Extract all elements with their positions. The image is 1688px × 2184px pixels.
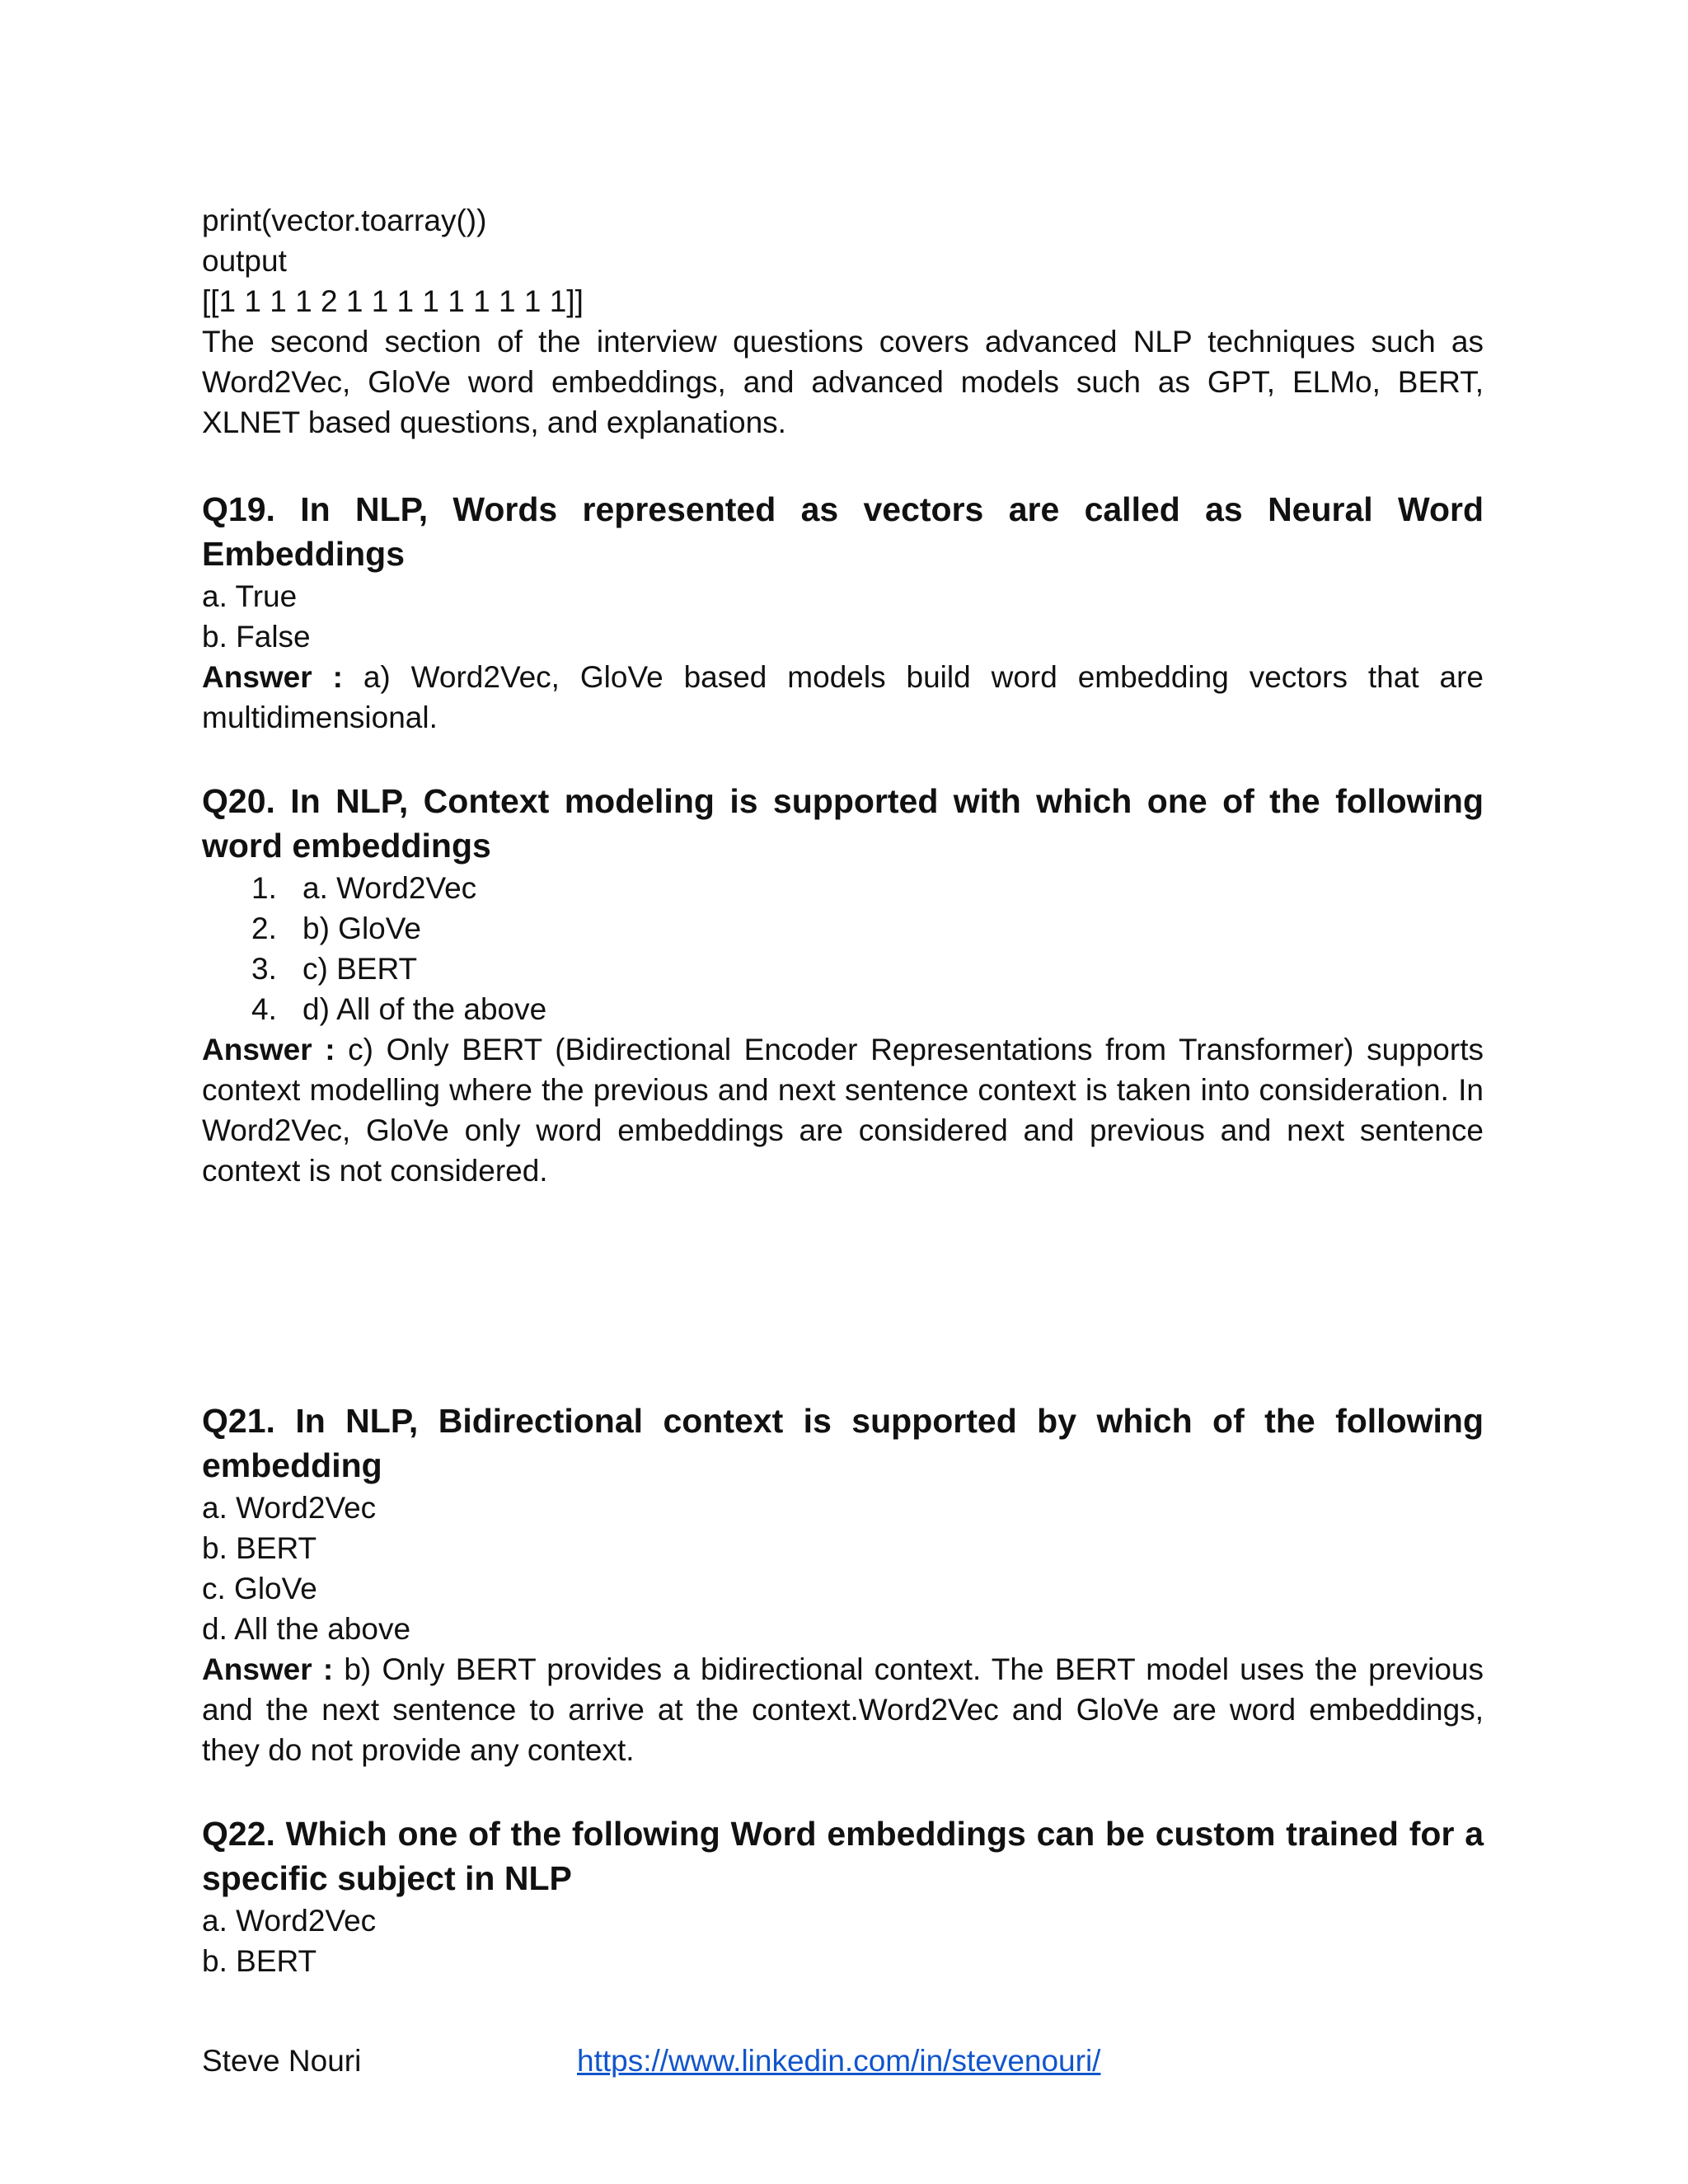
option-item bbox=[202, 949, 1484, 989]
option-text: d) All of the above bbox=[302, 992, 547, 1026]
option-item bbox=[202, 989, 1484, 1029]
numbered-options bbox=[202, 868, 1484, 1029]
question-block-q22 bbox=[202, 1811, 1484, 1981]
option-number: 2. bbox=[251, 912, 277, 945]
document-page bbox=[202, 200, 1484, 1981]
linkedin-link[interactable]: https://www.linkedin.com/in/stevenouri/ bbox=[577, 2044, 1101, 2078]
intro-paragraph: The second section of the interview questions covers advanced NLP techniques such as Word2Vec, GloVe word embeddings, and advanced models such as GPT, ELMo, BERT, XLNET based questions, and explanations. bbox=[202, 325, 1484, 439]
option-number: 4. bbox=[251, 992, 277, 1026]
option-item: a. Word2Vec bbox=[202, 1904, 377, 1938]
option-item: c. GloVe bbox=[202, 1572, 317, 1605]
question-title: Q22. Which one of the following Word embeddings can be custom trained for a specific subject in NLP bbox=[202, 1815, 1484, 1897]
question-title: Q20. In NLP, Context modeling is supported with which one of the following word embeddings bbox=[202, 782, 1484, 865]
question-block-q19 bbox=[202, 487, 1484, 738]
option-number: 3. bbox=[251, 952, 277, 986]
option-item: b. BERT bbox=[202, 1944, 317, 1978]
answer bbox=[202, 657, 1484, 738]
option-text: a. Word2Vec bbox=[302, 871, 477, 905]
answer-text: b) Only BERT provides a bidirectional context. The BERT model uses the previous and the next sentence to arrive at the context.Word2Vec and GloVe are word embeddings, they do not provide any context. bbox=[202, 1652, 1484, 1767]
output-label: output bbox=[202, 244, 287, 278]
answer-label: Answer : bbox=[202, 660, 343, 694]
option-text: b) GloVe bbox=[302, 912, 421, 945]
option-item: b. False bbox=[202, 620, 311, 654]
option-item bbox=[202, 908, 1484, 949]
option-number: 1. bbox=[251, 871, 277, 905]
answer-label: Answer : bbox=[202, 1652, 334, 1686]
answer-text: c) Only BERT (Bidirectional Encoder Representations from Transformer) supports context modelling where the previous and next sentence context is taken into consideration. In Word2Vec, GloVe only word embeddings are considered and previous and next sentence context is not considered. bbox=[202, 1033, 1484, 1188]
code-line: print(vector.toarray()) bbox=[202, 204, 487, 237]
answer bbox=[202, 1649, 1484, 1770]
question-title: Q21. In NLP, Bidirectional context is supported by which of the following embedding bbox=[202, 1402, 1484, 1484]
option-item: a. True bbox=[202, 579, 298, 613]
question-block-q21 bbox=[202, 1399, 1484, 1770]
answer bbox=[202, 1029, 1484, 1191]
answer-text: a) Word2Vec, GloVe based models build word embedding vectors that are multidimensional. bbox=[202, 660, 1484, 734]
footer-author: Steve Nouri bbox=[202, 2044, 362, 2078]
output-value: [[1 1 1 1 2 1 1 1 1 1 1 1 1 1]] bbox=[202, 284, 584, 318]
option-text: c) BERT bbox=[302, 952, 418, 986]
option-item: a. Word2Vec bbox=[202, 1491, 377, 1525]
option-item bbox=[202, 868, 1484, 908]
option-item: d. All the above bbox=[202, 1612, 411, 1646]
answer-label: Answer : bbox=[202, 1033, 335, 1066]
question-block-q20 bbox=[202, 779, 1484, 1191]
option-item: b. BERT bbox=[202, 1531, 317, 1565]
question-title: Q19. In NLP, Words represented as vectors are called as Neural Word Embeddings bbox=[202, 490, 1484, 573]
